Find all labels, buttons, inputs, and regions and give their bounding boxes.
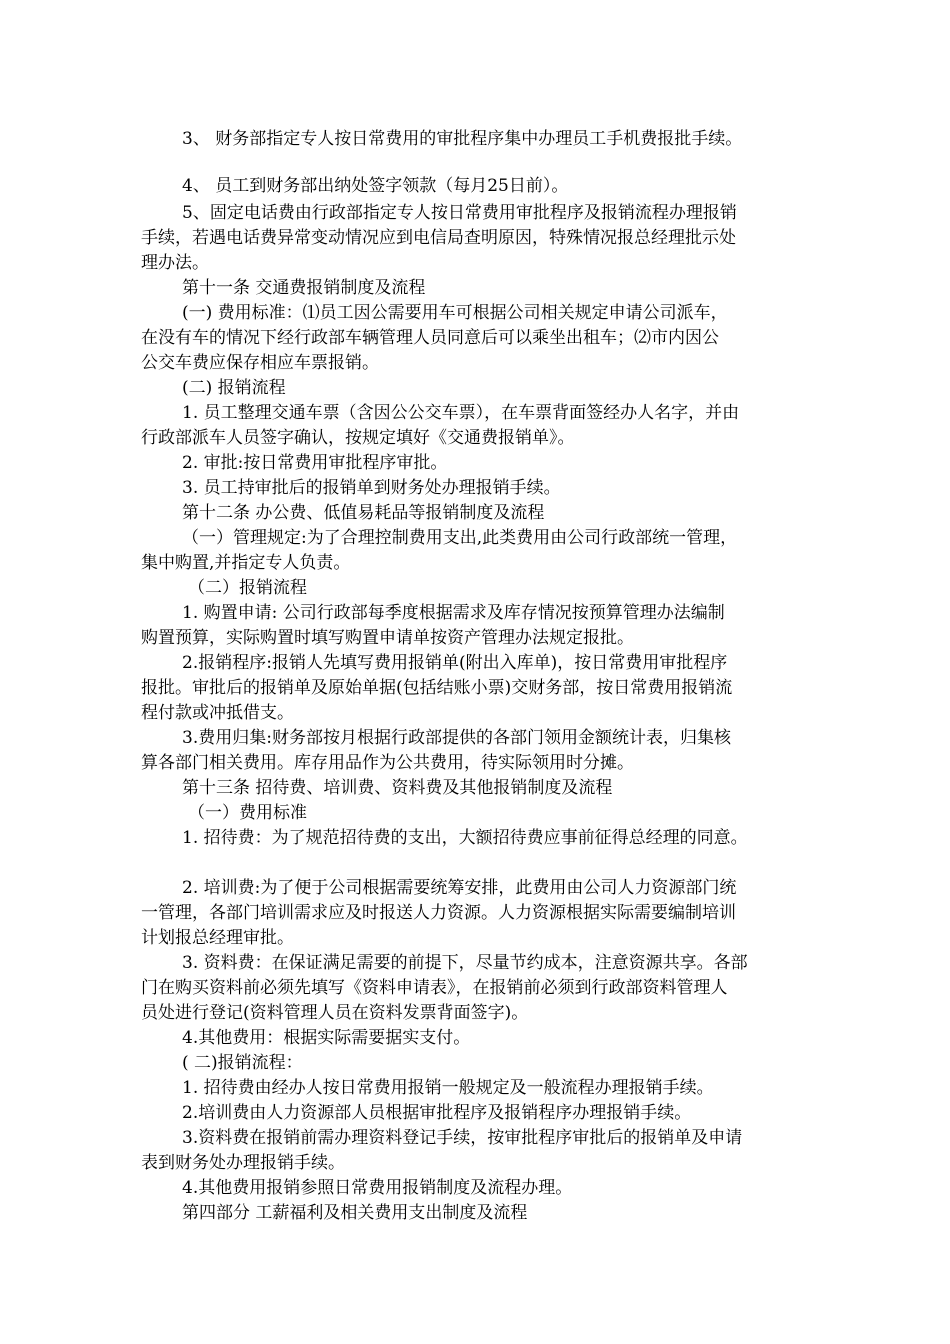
paragraph-line: 购置预算，实际购置时填写购置申请单按资产管理办法规定报批。 — [141, 628, 634, 648]
subsection-heading: ( 二)报销流程： — [182, 1053, 303, 1073]
subsection-heading: （二）报销流程 — [188, 578, 307, 598]
paragraph-line: 一管理，各部门培训需求应及时报送人力资源。人力资源根据实际需要编制培训 — [141, 903, 736, 923]
paragraph-line: 在没有车的情况下经行政部车辆管理人员同意后可以乘坐出租车；⑵市内因公 — [141, 328, 719, 348]
paragraph-line: 2.报销程序:报销人先填写费用报销单(附出入库单)，按日常费用审批程序 — [182, 653, 728, 673]
paragraph-line: 1. 招待费：为了规范招待费的支出，大额招待费应事前征得总经理的同意。 — [182, 828, 748, 848]
paragraph-line: 行政部派车人员签字确认，按规定填好《交通费报销单》。 — [141, 428, 575, 448]
subsection-heading: （一）费用标准 — [188, 803, 307, 823]
paragraph-line: 2.培训费由人力资源部人员根据审批程序及报销程序办理报销手续。 — [182, 1103, 692, 1123]
paragraph-line: 4.其他费用：根据实际需要据实支付。 — [182, 1028, 471, 1048]
paragraph-line: （一）管理规定:为了合理控制费用支出,此类费用由公司行政部统一管理， — [182, 528, 738, 548]
paragraph-line: 报批。审批后的报销单及原始单据(包括结账小票)交财务部，按日常费用报销流 — [141, 678, 733, 698]
paragraph-line: 3.费用归集:财务部按月根据行政部提供的各部门领用金额统计表，归集核 — [182, 728, 731, 748]
section-heading: 第十一条 交通费报销制度及流程 — [182, 278, 426, 298]
paragraph-line: 集中购置,并指定专人负责。 — [141, 553, 351, 573]
paragraph-line: 1. 员工整理交通车票（含因公公交车票），在车票背面签经办人名字，并由 — [182, 403, 740, 423]
paragraph-line: (一) 费用标准：⑴员工因公需要用车可根据公司相关规定申请公司派车， — [182, 303, 728, 323]
paragraph-line: 程付款或冲抵借支。 — [141, 703, 294, 723]
paragraph-line: 4.其他费用报销参照日常费用报销制度及流程办理。 — [182, 1178, 573, 1198]
paragraph-line: 算各部门相关费用。库存用品作为公共费用，待实际领用时分摊。 — [141, 753, 634, 773]
subsection-heading: (二) 报销流程 — [182, 378, 286, 398]
paragraph-line: 3. 资料费：在保证满足需要的前提下，尽量节约成本，注意资源共享。各部 — [182, 953, 748, 973]
paragraph-line: 1. 招待费由经办人按日常费用报销一般规定及一般流程办理报销手续。 — [182, 1078, 714, 1098]
paragraph-line: 表到财务处办理报销手续。 — [141, 1153, 345, 1173]
paragraph-line: 1. 购置申请: 公司行政部每季度根据需求及库存情况按预算管理办法编制 — [182, 603, 725, 623]
paragraph-line: 4、 员工到财务部出纳处签字领款（每月25日前）。 — [182, 176, 569, 196]
paragraph-line: 2. 审批:按日常费用审批程序审批。 — [182, 453, 448, 473]
paragraph-line: 员处进行登记(资料管理人员在资料发票背面签字)。 — [141, 1003, 529, 1023]
paragraph-line: 计划报总经理审批。 — [141, 928, 294, 948]
paragraph-line: 5、固定电话费由行政部指定专人按日常费用审批程序及报销流程办理报销 — [182, 203, 737, 223]
section-heading: 第十二条 办公费、低值易耗品等报销制度及流程 — [182, 503, 545, 523]
paragraph-line: 手续，若遇电话费异常变动情况应到电信局查明原因，特殊情况报总经理批示处 — [141, 228, 736, 248]
paragraph-line: 3.资料费在报销前需办理资料登记手续，按审批程序审批后的报销单及申请 — [182, 1128, 743, 1148]
paragraph-line: 2. 培训费:为了便于公司根据需要统筹安排，此费用由公司人力资源部门统 — [182, 878, 737, 898]
paragraph-line: 理办法。 — [141, 253, 209, 273]
paragraph-line: 3. 员工持审批后的报销单到财务处办理报销手续。 — [182, 478, 561, 498]
paragraph-line: 公交车费应保存相应车票报销。 — [141, 353, 379, 373]
section-heading: 第十三条 招待费、培训费、资料费及其他报销制度及流程 — [182, 778, 613, 798]
paragraph-line: 3、 财务部指定专人按日常费用的审批程序集中办理员工手机费报批手续。 — [182, 129, 743, 149]
paragraph-line: 门在购买资料前必须先填写《资料申请表》，在报销前必须到行政部资料管理人 — [141, 978, 728, 998]
part-heading: 第四部分 工薪福利及相关费用支出制度及流程 — [182, 1203, 528, 1223]
